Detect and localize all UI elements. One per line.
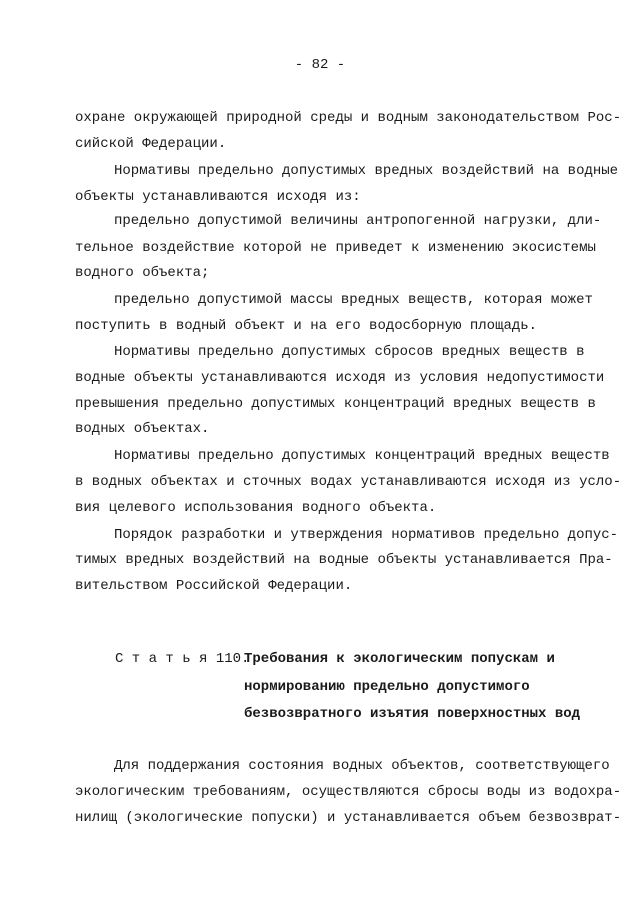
article-label: С т а т ь я 110. (115, 651, 250, 667)
article-title-line-3: безвозвратного изъятия поверхностных вод (244, 706, 581, 722)
paragraph-3-line-2: тельное воздействие которой не приведет к изменению экосистемы (75, 240, 596, 256)
paragraph-4-line-1: предельно допустимой массы вредных веществ, которая может (114, 292, 593, 308)
final-paragraph-line-1: Для поддержания состояния водных объектов, соответствующего (114, 758, 610, 774)
paragraph-4-line-2: поступить в водный объект и на его водосборную площадь. (75, 318, 538, 334)
article-title-line-2: нормированию предельно допустимого (244, 679, 530, 695)
paragraph-6-line-2: в водных объектах и сточных водах устанавливаются исходя из усло- (75, 474, 622, 490)
paragraph-1-line-2: сийской Федерации. (75, 136, 227, 152)
paragraph-5-line-1: Нормативы предельно допустимых сбросов вредных веществ в (114, 344, 585, 360)
paragraph-5-line-4: водных объектах. (75, 421, 210, 437)
final-paragraph-line-3: нилищ (экологические попуски) и устанавливается объем безвозврат- (75, 810, 622, 826)
paragraph-2-line-1: Нормативы предельно допустимых вредных воздействий на водные (114, 163, 619, 179)
page-number: - 82 - (294, 57, 346, 73)
paragraph-5-line-2: водные объекты устанавливаются исходя из условия недопустимости (75, 370, 605, 386)
article-title-line-1: Требования к экологическим попускам и (244, 651, 555, 667)
paragraph-5-line-3: превышения предельно допустимых концентраций вредных веществ в (75, 396, 596, 412)
paragraph-3-line-1: предельно допустимой величины антропогенной нагрузки, дли- (114, 213, 602, 229)
paragraph-6-line-1: Нормативы предельно допустимых концентраций вредных веществ (114, 448, 610, 464)
paragraph-7-line-2: тимых вредных воздействий на водные объекты устанавливается Пра- (75, 552, 613, 568)
paragraph-1-line-1: охране окружающей природной среды и водным законодательством Рос- (75, 110, 622, 126)
paragraph-2-line-2: объекты устанавливаются исходя из: (75, 189, 361, 205)
paragraph-7-line-3: вительством Российской Федерации. (75, 578, 353, 594)
final-paragraph-line-2: экологическим требованиям, осуществляются сбросы воды из водохра- (75, 784, 622, 800)
paragraph-7-line-1: Порядок разработки и утверждения нормативов предельно допус- (114, 527, 619, 543)
paragraph-3-line-3: водного объекта; (75, 265, 210, 281)
paragraph-6-line-3: вия целевого использования водного объекта. (75, 500, 437, 516)
